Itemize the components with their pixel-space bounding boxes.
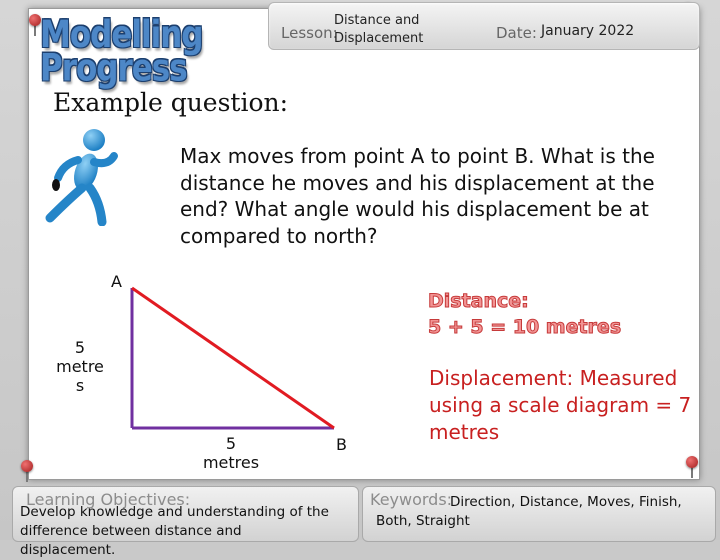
displacement-line [132,288,334,428]
horizontal-side-label: 5 metres [202,434,260,472]
example-title: Example question: [53,88,289,117]
date-label: Date: [496,24,537,42]
distance-calculation: 5 + 5 = 10 metres [428,316,622,338]
modelling-progress-logo: Modelling Progress [40,13,203,90]
keywords-text: Direction, Distance, Moves, Finish, Both, Straight [376,494,682,529]
date-value: January 2022 [541,23,635,39]
learning-objectives-text: Develop knowledge and understanding of the difference between distance and displacement. [20,504,329,558]
point-b-label: B [336,435,347,454]
example-question-text: Max moves from point A to point B. What is the distance he moves and his displacement at the end? What angle would his displacement be at compared to north? [180,144,655,248]
learning-objectives-label: Learning Objectives: [26,490,191,509]
vertical-side-label: 5 metre s [56,338,104,395]
displacement-answer: Displacement: Measured using a scale diagram = 7 metres [429,366,692,444]
lesson-value: Distance and Displacement [334,13,424,46]
distance-heading: Distance: [428,290,529,312]
point-a-label: A [111,272,122,291]
keywords-label: Keywords: [370,490,453,509]
lesson-label: Lesson: [281,24,338,42]
